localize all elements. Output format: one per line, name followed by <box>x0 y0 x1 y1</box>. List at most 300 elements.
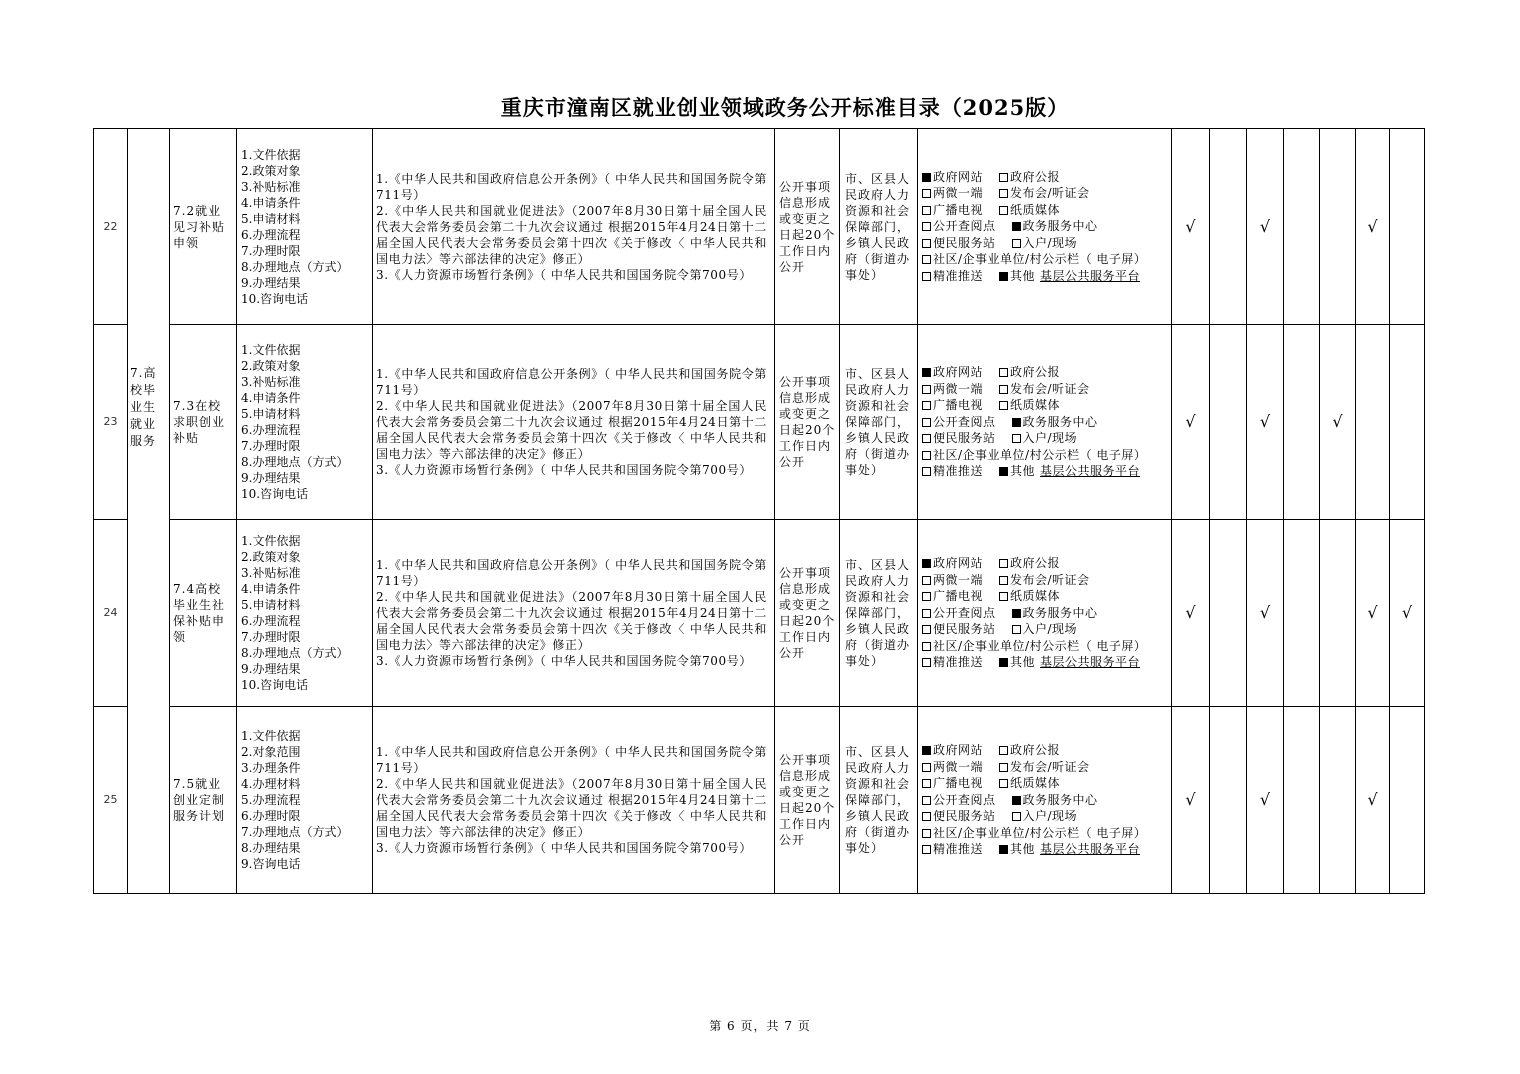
check-mark-icon: √ <box>1332 412 1343 431</box>
channel-line <box>922 364 1169 381</box>
channel-label: 社区/企事业单位/村公示栏（ 电子屏） <box>933 447 1147 462</box>
checkbox-empty-icon <box>922 779 931 788</box>
basis-paragraph: 1.《中华人民共和国政府信息公开条例》（ 中华人民共和国国务院令第711号） <box>376 367 767 397</box>
channel-label: 其他 <box>1010 655 1036 670</box>
content-line: 10.咨询电话 <box>241 487 309 501</box>
item-name: 7.2就业见习补贴申领 <box>173 203 226 250</box>
content-line: 9.办理结果 <box>241 662 301 676</box>
channel-option <box>922 588 983 605</box>
item-name: 7.3在校求职创业补贴 <box>173 399 226 445</box>
channel-option <box>999 364 1060 381</box>
channel-label: 政府网站 <box>933 365 984 380</box>
check-mark-icon: √ <box>1259 603 1271 622</box>
subject-cell <box>840 520 918 707</box>
channel-option <box>922 825 1146 842</box>
channel-option <box>999 572 1090 589</box>
row-number: 25 <box>94 707 128 894</box>
content-line: 8.办理地点（方式） <box>241 646 349 660</box>
channel-line <box>922 775 1169 792</box>
channel-option <box>999 268 1140 285</box>
mark-cell <box>1284 129 1320 325</box>
mark-cell <box>1356 325 1390 520</box>
channel-option <box>922 759 983 776</box>
subject-text: 市、区县人民政府人力资源和社会保障部门，乡镇人民政府（街道办事处） <box>845 171 911 282</box>
channel-line <box>922 169 1169 186</box>
channel-line <box>922 235 1169 252</box>
channel-label: 入户/现场 <box>1022 809 1078 824</box>
basis-paragraph: 2.《中华人民共和国就业促进法》（2007年8月30日第十届全国人民代表大会常务委员会第二十九次会议通过 根据2015年4月24日第十二届全国人民代表大会常务委员会第十四次《关于修改〈 中华人民共和国电力法〉等六部法律的决定》修正） <box>376 777 767 839</box>
category-label: 7.高校毕业生就业服务 <box>130 366 157 448</box>
content-line: 4.申请条件 <box>241 391 301 405</box>
channel-label: 其他 <box>1010 464 1036 479</box>
time-limit-cell <box>775 520 840 707</box>
channel-label: 入户/现场 <box>1022 431 1078 446</box>
content-line: 10.咨询电话 <box>241 291 309 306</box>
content-line: 7.办理地点（方式） <box>241 825 349 839</box>
content-line: 8.办理结果 <box>241 841 301 855</box>
channel-option <box>999 742 1060 759</box>
checkbox-empty-icon <box>922 796 931 805</box>
channel-line <box>922 792 1169 809</box>
channel-label: 广播电视 <box>933 202 984 217</box>
mark-cell <box>1172 129 1210 325</box>
mark-cell <box>1284 325 1320 520</box>
mark-cell <box>1210 325 1247 520</box>
time-limit-text: 公开事项信息形成或变更之日起20个工作日内公开 <box>779 375 836 469</box>
channel-label: 纸质媒体 <box>1010 202 1061 217</box>
channel-line <box>922 555 1169 572</box>
channel-line <box>922 202 1169 219</box>
channel-label: 发布会/听证会 <box>1010 572 1090 587</box>
basis-paragraph: 1.《中华人民共和国政府信息公开条例》（ 中华人民共和国国务院令第711号） <box>376 558 767 588</box>
channel-label: 便民服务站 <box>933 809 996 824</box>
catalog-table <box>93 128 1425 894</box>
checkbox-checked-icon <box>922 746 931 755</box>
channel-option <box>1012 792 1098 809</box>
mark-cell <box>1390 707 1425 894</box>
check-mark-icon: √ <box>1401 603 1413 622</box>
channel-label: 纸质媒体 <box>1010 589 1061 604</box>
subject-text: 市、区县人民政府人力资源和社会保障部门，乡镇人民政府（街道办事处） <box>845 558 911 668</box>
basis-paragraph: 3.《人力资源市场暂行条例》（ 中华人民共和国国务院令第700号） <box>376 267 752 282</box>
channel-line <box>922 268 1169 285</box>
mark-cell <box>1356 129 1390 325</box>
checkbox-checked-icon <box>999 845 1008 854</box>
channel-option <box>922 555 983 572</box>
channel-label: 政府网站 <box>933 556 984 571</box>
check-mark-icon: √ <box>1185 412 1196 431</box>
content-line: 3.补贴标准 <box>241 179 301 194</box>
channel-line <box>922 825 1169 842</box>
content-line: 1.文件依据 <box>241 147 301 162</box>
channel-option <box>999 463 1140 480</box>
mark-cell <box>1210 129 1247 325</box>
content-line: 7.办理时限 <box>241 243 301 258</box>
content-line: 4.办理材料 <box>241 777 301 791</box>
category-cell <box>128 129 170 894</box>
mark-cell <box>1210 520 1247 707</box>
channel-label: 精准推送 <box>933 842 984 857</box>
channel-option <box>1012 414 1098 431</box>
channel-option <box>922 792 996 809</box>
channel-line <box>922 572 1169 589</box>
channel-label: 便民服务站 <box>933 431 996 446</box>
channel-label: 政务服务中心 <box>1022 219 1098 234</box>
channel-label: 其他 <box>1010 842 1036 857</box>
channel-note: 基层公共服务平台 <box>1040 655 1141 670</box>
content-line: 5.办理流程 <box>241 793 301 807</box>
channel-label: 公开查阅点 <box>933 219 996 234</box>
channel-option <box>922 841 983 858</box>
checkbox-empty-icon <box>1012 812 1021 821</box>
checkbox-checked-icon <box>1012 222 1021 231</box>
content-line: 2.政策对象 <box>241 163 301 178</box>
channel-line <box>922 759 1169 776</box>
checkbox-empty-icon <box>922 625 931 634</box>
channel-label: 政府公报 <box>1010 169 1061 184</box>
channel-option <box>922 654 983 671</box>
channel-line <box>922 251 1169 268</box>
channel-label: 广播电视 <box>933 776 984 791</box>
check-mark-icon: √ <box>1367 790 1378 809</box>
channel-option <box>922 202 983 219</box>
content-line: 6.办理时限 <box>241 809 301 823</box>
mark-cell <box>1172 707 1210 894</box>
basis-cell <box>373 707 775 894</box>
row-number: 24 <box>94 520 128 707</box>
basis-paragraph: 2.《中华人民共和国就业促进法》（2007年8月30日第十届全国人民代表大会常务委员会第二十九次会议通过 根据2015年4月24日第十二届全国人民代表大会常务委员会第十四次《关于修改〈 中华人民共和国电力法〉等六部法律的决定》修正） <box>376 590 767 652</box>
item-name: 7.5就业创业定制服务计划 <box>173 777 226 823</box>
channel-label: 广播电视 <box>933 589 984 604</box>
channel-line <box>922 808 1169 825</box>
checkbox-checked-icon <box>922 173 931 182</box>
channel-option <box>922 185 983 202</box>
checkbox-empty-icon <box>922 222 931 231</box>
checkbox-checked-icon <box>999 272 1008 281</box>
checkbox-empty-icon <box>922 845 931 854</box>
channel-option <box>1012 605 1098 622</box>
content-line: 5.申请材料 <box>241 211 301 226</box>
content-line: 6.办理流程 <box>241 614 301 628</box>
page-footer: 第 6 页，共 7 页 <box>709 1019 811 1033</box>
checkbox-empty-icon <box>922 763 931 772</box>
mark-cell <box>1320 325 1356 520</box>
check-mark-icon: √ <box>1259 412 1271 431</box>
subject-cell <box>840 707 918 894</box>
channel-option <box>922 463 983 480</box>
content-line: 8.办理地点（方式） <box>241 455 349 469</box>
mark-cell <box>1390 325 1425 520</box>
mark-cell <box>1172 325 1210 520</box>
mark-cell <box>1284 707 1320 894</box>
channel-label: 两微一端 <box>933 572 984 587</box>
channel-label: 发布会/听证会 <box>1010 381 1090 396</box>
channel-option <box>922 235 996 252</box>
content-line: 1.文件依据 <box>241 343 301 357</box>
checkbox-empty-icon <box>922 189 931 198</box>
row-number: 23 <box>94 325 128 520</box>
page-title: 重庆市潼南区就业创业领域政务公开标准目录（2025版） <box>500 95 1070 120</box>
basis-paragraph: 2.《中华人民共和国就业促进法》（2007年8月30日第十届全国人民代表大会常务委员会第二十九次会议通过 根据2015年4月24日第十二届全国人民代表大会常务委员会第十四次《关于修改〈 中华人民共和国电力法〉等六部法律的决定》修正） <box>376 203 767 266</box>
content-line: 7.办理时限 <box>241 630 301 644</box>
mark-cell <box>1320 520 1356 707</box>
channel-label: 政务服务中心 <box>1022 605 1098 620</box>
channel-label: 其他 <box>1010 268 1036 283</box>
checkbox-empty-icon <box>922 206 931 215</box>
checkbox-empty-icon <box>922 418 931 427</box>
channel-option <box>922 414 996 431</box>
basis-paragraph: 1.《中华人民共和国政府信息公开条例》（ 中华人民共和国国务院令第711号） <box>376 745 767 775</box>
table-row <box>94 520 1425 707</box>
channel-label: 政府公报 <box>1010 365 1061 380</box>
time-limit-cell <box>775 325 840 520</box>
content-line: 7.办理时限 <box>241 439 301 453</box>
checkbox-empty-icon <box>999 559 1008 568</box>
checkbox-empty-icon <box>999 779 1008 788</box>
content-line: 3.办理条件 <box>241 761 301 775</box>
channel-label: 纸质媒体 <box>1010 398 1061 413</box>
channel-option <box>999 397 1060 414</box>
channel-option <box>1012 430 1078 447</box>
channel-label: 精准推送 <box>933 268 984 283</box>
content-line: 4.申请条件 <box>241 582 301 596</box>
channel-label: 社区/企事业单位/村公示栏（ 电子屏） <box>933 638 1147 653</box>
checkbox-checked-icon <box>1012 609 1021 618</box>
checkbox-empty-icon <box>922 401 931 410</box>
row-number: 22 <box>94 129 128 325</box>
mark-cell <box>1356 707 1390 894</box>
time-limit-text: 公开事项信息形成或变更之日起20个工作日内公开 <box>779 179 836 274</box>
item-cell <box>170 707 237 894</box>
content-line: 8.办理地点（方式） <box>241 259 349 274</box>
channel-option <box>999 381 1090 398</box>
checkbox-empty-icon <box>922 576 931 585</box>
subject-text: 市、区县人民政府人力资源和社会保障部门，乡镇人民政府（街道办事处） <box>845 367 911 477</box>
content-line: 6.办理流程 <box>241 423 301 437</box>
time-limit-text: 公开事项信息形成或变更之日起20个工作日内公开 <box>779 566 836 660</box>
channel-line <box>922 463 1169 480</box>
channel-option <box>1012 235 1078 252</box>
basis-cell <box>373 129 775 325</box>
channel-label: 便民服务站 <box>933 622 996 637</box>
channel-option <box>922 621 996 638</box>
channel-line <box>922 185 1169 202</box>
channel-option <box>922 397 983 414</box>
check-mark-icon: √ <box>1185 603 1196 622</box>
content-line: 4.申请条件 <box>241 195 301 210</box>
mark-cell <box>1247 520 1284 707</box>
channel-note: 基层公共服务平台 <box>1040 842 1141 857</box>
checkbox-empty-icon <box>922 385 931 394</box>
channel-option <box>999 841 1140 858</box>
channel-option <box>999 202 1060 219</box>
basis-cell <box>373 325 775 520</box>
channel-option <box>922 572 983 589</box>
mark-cell <box>1320 129 1356 325</box>
time-limit-cell <box>775 707 840 894</box>
table-body <box>94 129 1425 894</box>
channel-label: 两微一端 <box>933 759 984 774</box>
channel-option <box>999 169 1060 186</box>
channel-label: 社区/企事业单位/村公示栏（ 电子屏） <box>933 825 1147 840</box>
mark-cell <box>1390 520 1425 707</box>
channels-cell <box>918 520 1172 707</box>
checkbox-empty-icon <box>922 239 931 248</box>
item-name: 7.4高校毕业生社保补贴申领 <box>173 582 226 644</box>
channel-line <box>922 841 1169 858</box>
channel-line <box>922 654 1169 671</box>
channel-line <box>922 218 1169 235</box>
channel-label: 政府网站 <box>933 743 984 758</box>
checkbox-empty-icon <box>999 746 1008 755</box>
channel-label: 精准推送 <box>933 655 984 670</box>
channel-option <box>999 555 1060 572</box>
item-cell <box>170 129 237 325</box>
channel-label: 公开查阅点 <box>933 414 996 429</box>
subject-text: 市、区县人民政府人力资源和社会保障部门，乡镇人民政府（街道办事处） <box>845 745 911 855</box>
channel-option <box>922 381 983 398</box>
channel-label: 公开查阅点 <box>933 605 996 620</box>
channel-note: 基层公共服务平台 <box>1040 464 1141 479</box>
channel-option <box>922 430 996 447</box>
channel-option <box>1012 808 1078 825</box>
check-mark-icon: √ <box>1259 790 1271 809</box>
checkbox-checked-icon <box>1012 796 1021 805</box>
content-cell <box>237 129 373 325</box>
checkbox-empty-icon <box>999 206 1008 215</box>
checkbox-empty-icon <box>999 173 1008 182</box>
checkbox-checked-icon <box>999 658 1008 667</box>
checkbox-checked-icon <box>922 368 931 377</box>
time-limit-text: 公开事项信息形成或变更之日起20个工作日内公开 <box>779 753 836 847</box>
check-mark-icon: √ <box>1259 216 1271 236</box>
channel-line <box>922 621 1169 638</box>
mark-cell <box>1390 129 1425 325</box>
basis-cell <box>373 520 775 707</box>
channel-option <box>1012 218 1098 235</box>
channel-label: 广播电视 <box>933 398 984 413</box>
content-cell <box>237 325 373 520</box>
channel-option <box>999 654 1140 671</box>
checkbox-empty-icon <box>922 829 931 838</box>
checkbox-empty-icon <box>999 189 1008 198</box>
channels-cell <box>918 129 1172 325</box>
mark-cell <box>1247 129 1284 325</box>
channel-label: 政府网站 <box>933 169 984 184</box>
checkbox-checked-icon <box>922 559 931 568</box>
channel-option <box>999 588 1060 605</box>
channel-option <box>922 742 983 759</box>
channel-label: 政务服务中心 <box>1022 792 1098 807</box>
content-cell <box>237 520 373 707</box>
channel-label: 政府公报 <box>1010 556 1061 571</box>
content-line: 3.补贴标准 <box>241 566 301 580</box>
channel-option <box>922 364 983 381</box>
checkbox-empty-icon <box>922 434 931 443</box>
channel-label: 纸质媒体 <box>1010 776 1061 791</box>
channel-note: 基层公共服务平台 <box>1040 268 1141 283</box>
content-line: 5.申请材料 <box>241 407 301 421</box>
channel-option <box>922 447 1146 464</box>
checkbox-empty-icon <box>922 255 931 264</box>
checkbox-empty-icon <box>999 401 1008 410</box>
content-line: 3.补贴标准 <box>241 375 301 389</box>
channel-option <box>922 218 996 235</box>
content-cell <box>237 707 373 894</box>
checkbox-empty-icon <box>922 451 931 460</box>
checkbox-empty-icon <box>922 592 931 601</box>
mark-cell <box>1356 520 1390 707</box>
channel-label: 发布会/听证会 <box>1010 186 1090 201</box>
item-cell <box>170 520 237 707</box>
checkbox-empty-icon <box>999 763 1008 772</box>
content-line: 1.文件依据 <box>241 729 301 743</box>
channel-option <box>999 759 1090 776</box>
content-line: 5.申请材料 <box>241 598 301 612</box>
item-cell <box>170 325 237 520</box>
channel-option <box>922 169 983 186</box>
channel-label: 公开查阅点 <box>933 792 996 807</box>
basis-paragraph: 3.《人力资源市场暂行条例》（ 中华人民共和国国务院令第700号） <box>376 654 752 668</box>
checkbox-empty-icon <box>999 368 1008 377</box>
content-line: 9.办理结果 <box>241 471 301 485</box>
channel-option <box>999 775 1060 792</box>
basis-paragraph: 3.《人力资源市场暂行条例》（ 中华人民共和国国务院令第700号） <box>376 463 752 477</box>
time-limit-cell <box>775 129 840 325</box>
table-row <box>94 325 1425 520</box>
mark-cell <box>1284 520 1320 707</box>
content-line: 6.办理流程 <box>241 227 301 242</box>
checkbox-checked-icon <box>1012 418 1021 427</box>
channel-line <box>922 397 1169 414</box>
channel-option <box>1012 621 1078 638</box>
subject-cell <box>840 325 918 520</box>
channel-label: 入户/现场 <box>1022 622 1078 637</box>
checkbox-empty-icon <box>999 385 1008 394</box>
basis-paragraph: 3.《人力资源市场暂行条例》（ 中华人民共和国国务院令第700号） <box>376 841 752 855</box>
content-line: 2.政策对象 <box>241 550 301 564</box>
checkbox-checked-icon <box>999 467 1008 476</box>
basis-paragraph: 2.《中华人民共和国就业促进法》（2007年8月30日第十届全国人民代表大会常务委员会第二十九次会议通过 根据2015年4月24日第十二届全国人民代表大会常务委员会第十四次《关于修改〈 中华人民共和国电力法〉等六部法律的决定》修正） <box>376 399 767 461</box>
channel-label: 政务服务中心 <box>1022 414 1098 429</box>
mark-cell <box>1247 707 1284 894</box>
channel-line <box>922 638 1169 655</box>
channels-cell <box>918 707 1172 894</box>
checkbox-empty-icon <box>1012 239 1021 248</box>
channel-label: 两微一端 <box>933 186 984 201</box>
channel-label: 发布会/听证会 <box>1010 759 1090 774</box>
content-line: 10.咨询电话 <box>241 678 309 692</box>
channel-label: 便民服务站 <box>933 235 996 250</box>
content-line: 1.文件依据 <box>241 534 301 548</box>
checkbox-empty-icon <box>922 642 931 651</box>
checkbox-empty-icon <box>999 576 1008 585</box>
checkbox-empty-icon <box>999 592 1008 601</box>
channel-label: 政府公报 <box>1010 743 1061 758</box>
channel-line <box>922 605 1169 622</box>
channel-line <box>922 447 1169 464</box>
mark-cell <box>1247 325 1284 520</box>
channel-option <box>922 268 983 285</box>
checkbox-empty-icon <box>922 609 931 618</box>
mark-cell <box>1320 707 1356 894</box>
channel-line <box>922 430 1169 447</box>
mark-cell <box>1172 520 1210 707</box>
channel-label: 入户/现场 <box>1022 235 1078 250</box>
checkbox-empty-icon <box>922 812 931 821</box>
channel-option <box>999 185 1090 202</box>
channel-line <box>922 742 1169 759</box>
